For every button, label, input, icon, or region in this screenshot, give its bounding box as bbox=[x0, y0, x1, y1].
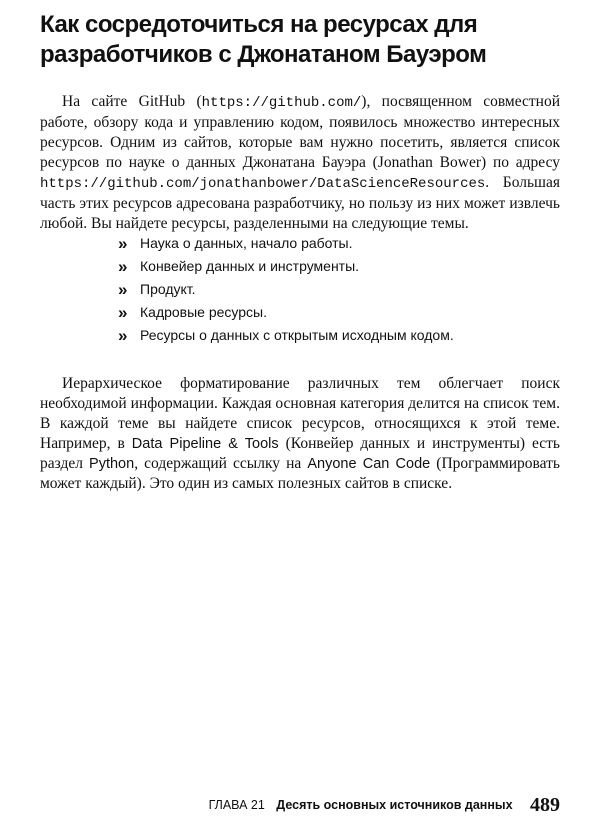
topics-list bbox=[118, 232, 558, 347]
paragraph-text: Иерархическое форматирование различных тем облегчает поиск необходимой информации. Каждая основная категория делится на список тем. В каждой теме вы найдете список ресурсов, относящихся к этой теме. Например, в bbox=[40, 375, 560, 452]
list-item-text: Кадровые ресурсы. bbox=[140, 304, 268, 320]
bullet-marker: » bbox=[118, 326, 128, 345]
page-footer bbox=[0, 794, 560, 817]
paragraph-text: , содержащий ссылку на bbox=[134, 455, 308, 472]
bullet-marker: » bbox=[118, 280, 128, 299]
chapter-title: Десять основных источников данных bbox=[276, 798, 513, 812]
list-item bbox=[118, 301, 558, 324]
paragraph-text: На сайте GitHub ( bbox=[62, 93, 202, 110]
chapter-label: ГЛАВА 21 bbox=[208, 798, 265, 812]
section-title-line2: разработчиков с Джонатаном Бауэром bbox=[40, 41, 487, 68]
bullet-marker: » bbox=[118, 303, 128, 322]
bullet-marker: » bbox=[118, 234, 128, 253]
list-item bbox=[118, 278, 558, 301]
resources-url: https://github.com/jonathanbower/DataScienceResources bbox=[40, 176, 486, 192]
paragraph-text: ), посвященном совместной работе, обзору кода и управлению кодом, появилось множество интересных ресурсов. Одним из сайтов, которые вам нужно посетить, является список ресурсов по науке о данных Джонатана Бауэра (Jonathan Bower) по адресу bbox=[40, 93, 560, 171]
list-item bbox=[118, 232, 558, 255]
term-anyone-can-code: Anyone Can Code bbox=[307, 456, 431, 472]
paragraph-text: (Конвейер данных и инструменты) есть раздел bbox=[40, 435, 561, 472]
list-item-text: Наука о данных, начало работы. bbox=[140, 235, 353, 251]
list-item bbox=[118, 324, 558, 347]
list-item-text: Продукт. bbox=[140, 281, 196, 297]
term-python: Python bbox=[89, 456, 135, 472]
bullet-marker: » bbox=[118, 257, 128, 276]
paragraph-text: . Большая часть этих ресурсов адресована разработчику, но пользу из них может извлечь любой. Вы найдете ресурсы, разделенными на следующие темы. bbox=[40, 174, 560, 232]
list-item-text: Конвейер данных и инструменты. bbox=[140, 258, 360, 274]
term-data-pipeline: Data Pipeline & Tools bbox=[131, 436, 279, 452]
list-item-text: Ресурсы о данных с открытым исходным кодом. bbox=[140, 327, 454, 343]
section-title bbox=[40, 10, 570, 70]
paragraph-text: (Программировать может каждый). Это один из самых полезных сайтов в списке. bbox=[40, 455, 560, 492]
hierarchy-paragraph bbox=[40, 374, 560, 494]
section-title-line1: Как сосредоточиться на ресурсах для bbox=[40, 11, 478, 38]
github-url: https://github.com/ bbox=[201, 95, 362, 111]
list-item bbox=[118, 255, 558, 278]
intro-paragraph bbox=[40, 92, 560, 234]
page-number: 489 bbox=[530, 794, 560, 816]
